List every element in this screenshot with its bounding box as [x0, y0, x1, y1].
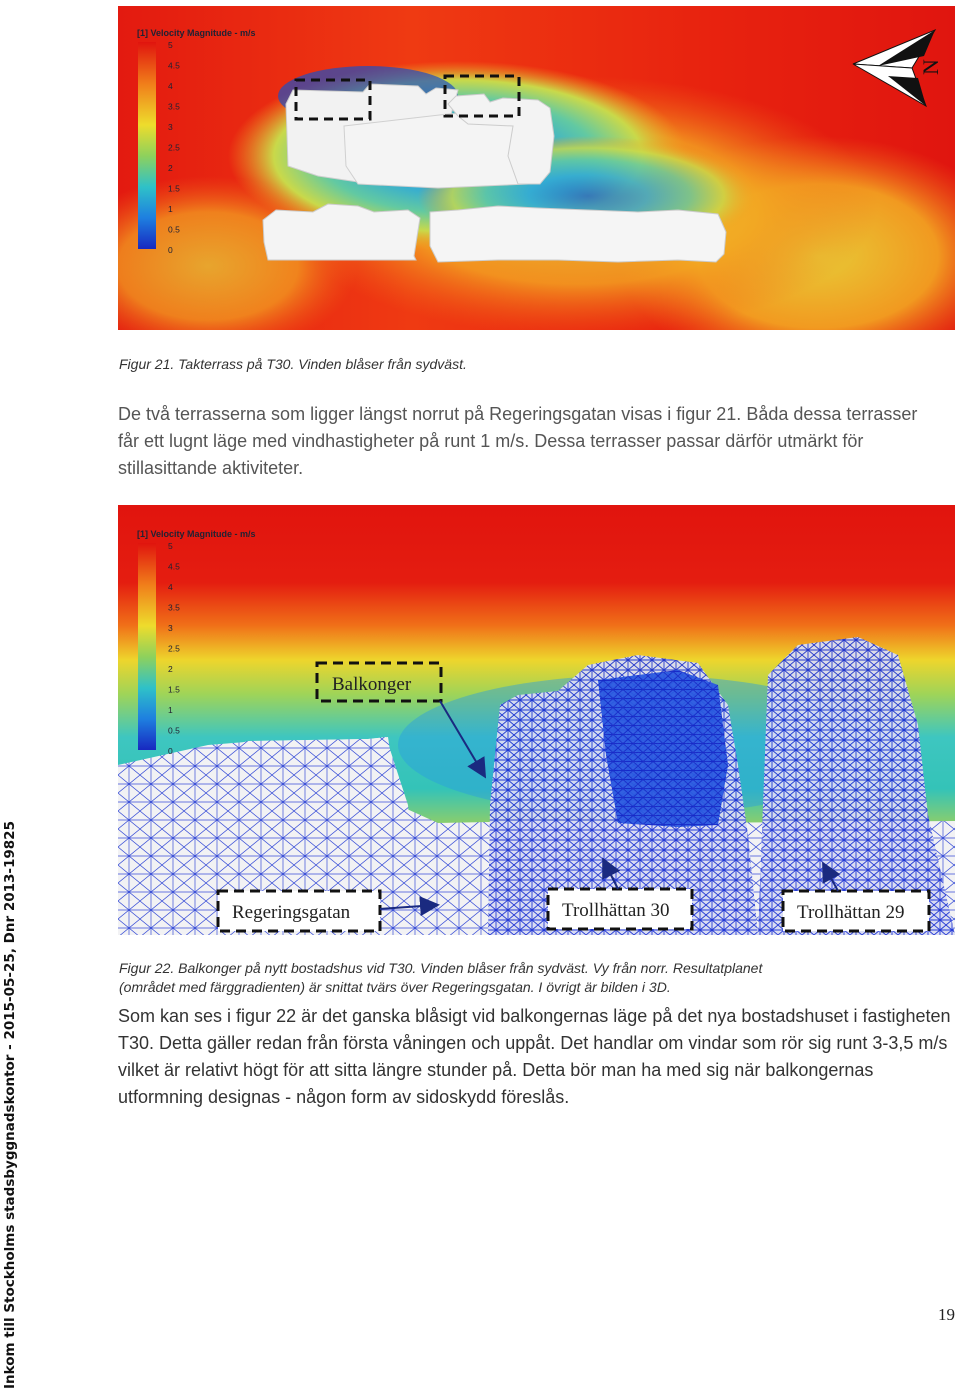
legend-title: [1] Velocity Magnitude - m/s — [137, 529, 256, 539]
legend-tick: 0 — [168, 245, 173, 255]
legend-tick: 3 — [168, 122, 173, 132]
legend-tick: 1 — [168, 705, 173, 715]
legend-tick: 5 — [168, 541, 173, 551]
figure-22-caption — [119, 959, 939, 997]
page-number: 19 — [938, 1305, 955, 1324]
legend-tick: 2.5 — [168, 643, 180, 654]
figure-21-velocity-plan — [118, 6, 955, 330]
legend-tick: 4 — [168, 81, 173, 91]
legend-tick: 5 — [168, 40, 173, 50]
legend-title: [1] Velocity Magnitude - m/s — [137, 28, 256, 38]
caption-rest: Vinden blåser från sydväst. Vy från norr. Resultatplanet — [416, 960, 763, 976]
caption-line-2: (området med färggradienten) är snittat tvärs över Regeringsgatan. I övrigt är bilden i 3D. — [119, 979, 671, 995]
figure-21-caption — [119, 355, 939, 374]
north-label: N — [918, 59, 943, 75]
paragraph-balconies: Som kan ses i figur 22 är det ganska blåsigt vid balkongernas läge på det nya bostadshuset i fastigheten T30. Detta gäller redan från första våningen och uppåt. Det handlar om vindar som rör sig runt 3-3,5 m/s vilket är relativt högt för att sitta längre stunder på. Detta bör man ha med sig när balkongernas utformning designas - någon form av sidoskydd föreslås. — [118, 1006, 951, 1107]
legend-tick: 0.5 — [168, 725, 180, 736]
balkonger-text: Balkonger — [332, 674, 412, 695]
regeringsgatan-text: Regeringsgatan — [232, 902, 351, 923]
caption-prefix: Figur 21. — [119, 356, 179, 372]
caption-title: Takterrass på T30. — [178, 356, 295, 372]
legend-tick: 2 — [168, 163, 173, 173]
legend-tick: 0.5 — [168, 224, 180, 235]
legend-tick: 1 — [168, 204, 173, 214]
legend-tick: 2.5 — [168, 142, 180, 153]
legend-tick: 1.5 — [168, 183, 180, 194]
caption-rest: Vinden blåser från sydväst. — [294, 356, 467, 372]
legend-tick: 0 — [168, 746, 173, 756]
registration-stamp: Inkom till Stockholms stadsbyggnadskontor - 2015-05-25, Dnr 2013-19825 — [2, 821, 18, 1389]
legend-tick: 4.5 — [168, 60, 180, 71]
legend-tick: 2 — [168, 664, 173, 674]
legend-tick: 4 — [168, 582, 173, 592]
legend-tick: 1.5 — [168, 684, 180, 695]
figure-22-velocity-section — [118, 505, 955, 935]
legend-tick: 3.5 — [168, 101, 180, 112]
trollhattan-29-text: Trollhättan 29 — [797, 902, 905, 923]
legend-tick: 4.5 — [168, 561, 180, 572]
caption-title: Balkonger på nytt bostadshus vid T30. — [178, 960, 417, 976]
caption-prefix: Figur 22. — [119, 960, 179, 976]
legend-tick: 3.5 — [168, 602, 180, 613]
caption-line-1 — [119, 959, 939, 978]
legend-tick: 3 — [168, 623, 173, 633]
paragraph-terraces: De två terrasserna som ligger längst norrut på Regeringsgatan visas i figur 21. Båda dessa terrasser får ett lugnt läge med vindhastigheter på runt 1 m/s. Dessa terrasser passar därför utmärkt för stillasittande aktiviteter. — [118, 404, 918, 478]
trollhattan-30-text: Trollhättan 30 — [562, 900, 670, 921]
